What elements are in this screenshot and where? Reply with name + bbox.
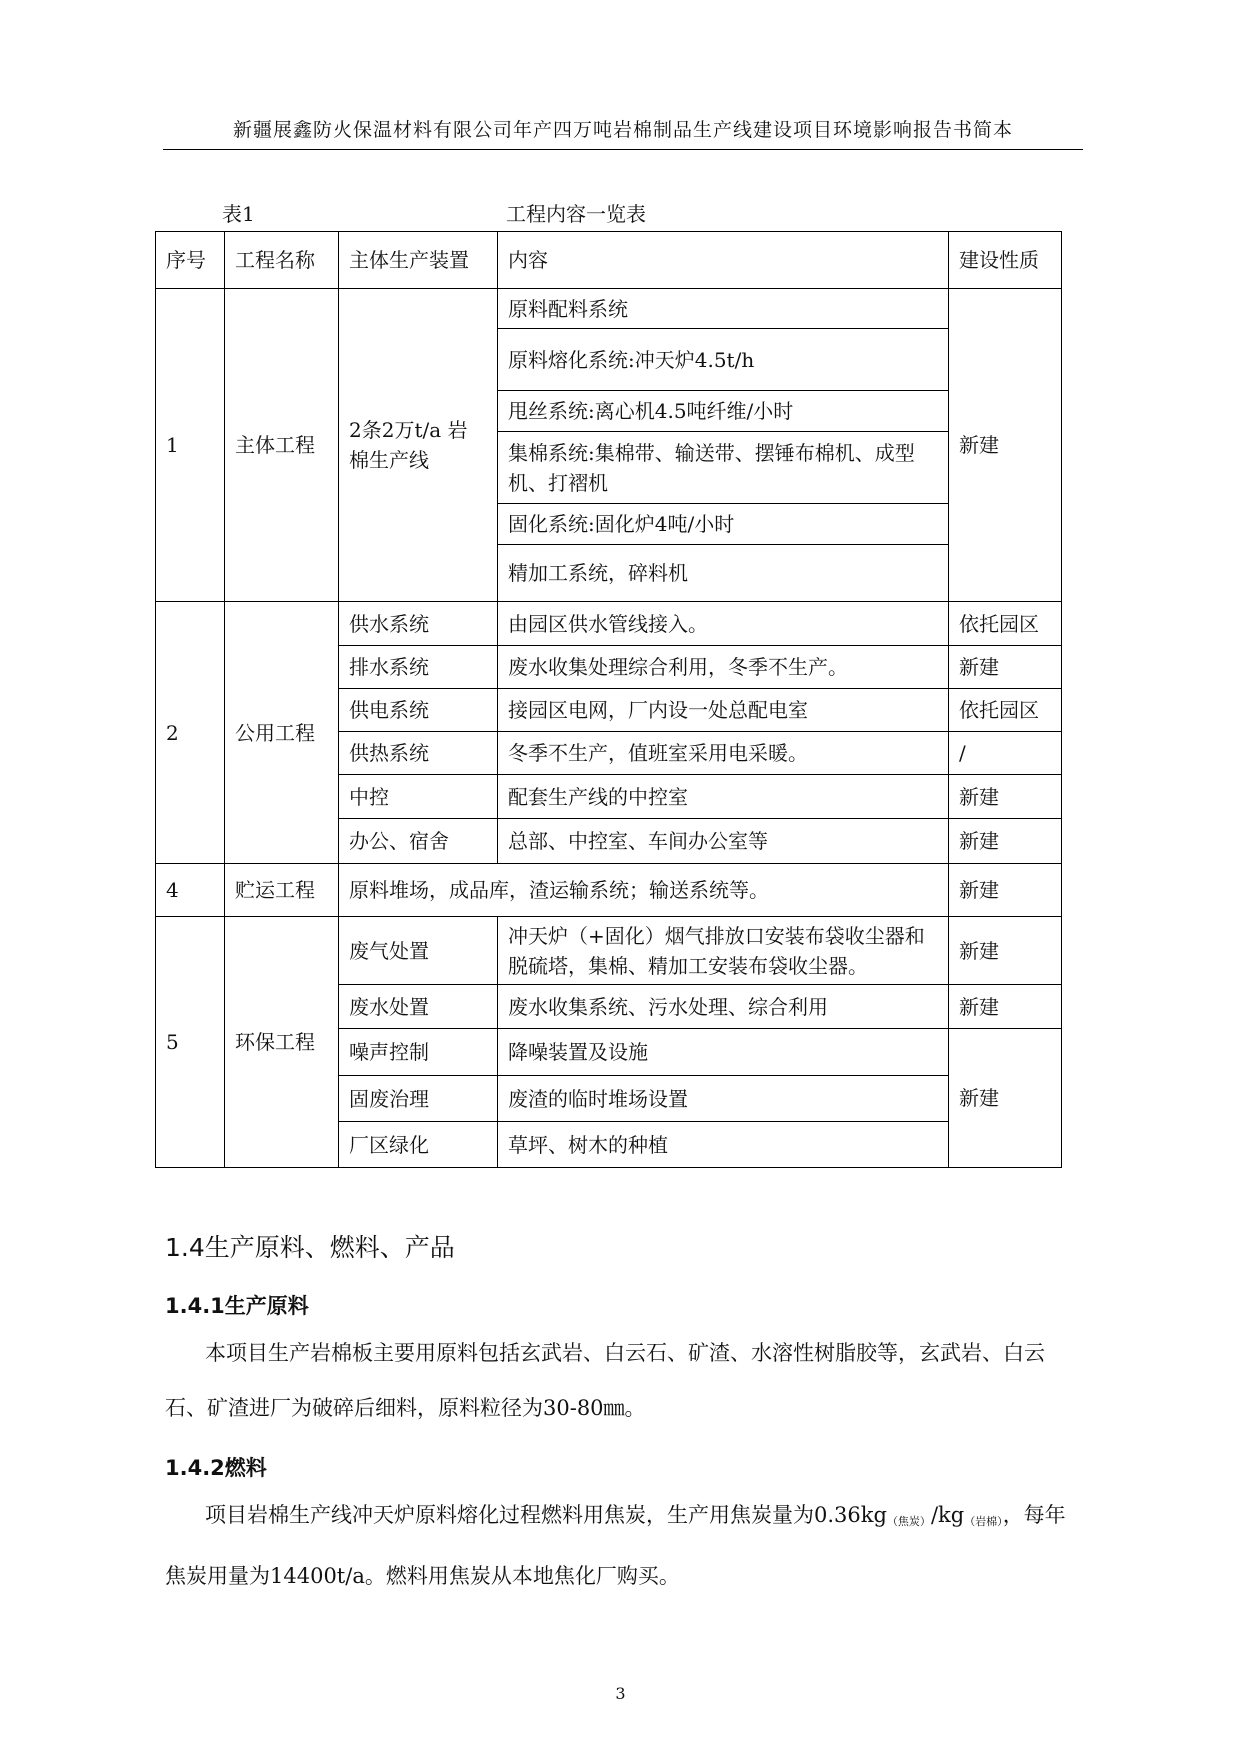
cell-device: 中控 (339, 775, 498, 819)
paragraph-raw-materials (165, 1326, 1080, 1436)
table-caption-number: 表1 (222, 202, 255, 226)
cell-device: 供热系统 (339, 732, 498, 775)
col-header-name: 工程名称 (225, 232, 339, 289)
paragraph-raw-materials-text: 本项目生产岩棉板主要用原料包括玄武岩、白云石、矿渣、水溶性树脂胶等，玄武岩、白云石、矿渣进厂为破碎后细料，原料粒径为30-80㎜。 (165, 1341, 1045, 1420)
col-header-no: 序号 (156, 232, 225, 289)
cell-nature: 新建 (949, 917, 1062, 985)
cell-content: 接园区电网，厂内设一处总配电室 (498, 689, 949, 732)
header-rule (163, 149, 1083, 150)
cell-content: 冬季不生产，值班室采用电采暖。 (498, 732, 949, 775)
cell-nature: / (949, 732, 1062, 775)
project-content-table (155, 231, 1062, 1168)
cell-nature: 新建 (949, 1029, 1062, 1168)
cell-device: 2条2万t/a 岩棉生产线 (339, 289, 498, 602)
cell-name: 主体工程 (225, 289, 339, 602)
cell-content: 冲天炉（+固化）烟气排放口安装布袋收尘器和脱硫塔，集棉、精加工安装布袋收尘器。 (498, 917, 949, 985)
cell-content: 原料配料系统 (498, 289, 949, 329)
section-heading-1-4-2: 1.4.2燃料 (165, 1456, 267, 1480)
cell-device: 废水处置 (339, 985, 498, 1029)
paragraph-fuel-text-b: /kg (930, 1503, 965, 1527)
cell-device: 供水系统 (339, 602, 498, 646)
table-row (156, 289, 1062, 329)
table-header-row (156, 232, 1062, 289)
table-row (156, 917, 1062, 985)
cell-content: 固化系统:固化炉4吨/小时 (498, 504, 949, 545)
cell-device: 办公、宿舍 (339, 819, 498, 864)
cell-nature: 新建 (949, 646, 1062, 689)
cell-no: 1 (156, 289, 225, 602)
cell-content: 草坪、树木的种植 (498, 1122, 949, 1168)
cell-nature: 新建 (949, 289, 1062, 602)
cell-no: 5 (156, 917, 225, 1168)
section-heading-1-4: 1.4生产原料、燃料、产品 (165, 1233, 455, 1262)
paragraph-fuel-text-a: 项目岩棉生产线冲天炉原料熔化过程燃料用焦炭，生产用焦炭量为0.36kg (205, 1503, 887, 1527)
table-caption-title: 工程内容一览表 (506, 202, 646, 226)
cell-device: 排水系统 (339, 646, 498, 689)
cell-content: 甩丝系统:离心机4.5吨纤维/小时 (498, 391, 949, 432)
cell-nature: 新建 (949, 864, 1062, 917)
cell-no: 2 (156, 602, 225, 864)
col-header-device: 主体生产装置 (339, 232, 498, 289)
cell-nature: 依托园区 (949, 689, 1062, 732)
page-number: 3 (615, 1684, 626, 1703)
cell-content: 总部、中控室、车间办公室等 (498, 819, 949, 864)
section-heading-1-4-1: 1.4.1生产原料 (165, 1294, 309, 1318)
cell-name: 公用工程 (225, 602, 339, 864)
cell-nature: 新建 (949, 775, 1062, 819)
cell-content: 原料熔化系统:冲天炉4.5t/h (498, 329, 949, 391)
cell-nature: 新建 (949, 985, 1062, 1029)
cell-device: 固废治理 (339, 1076, 498, 1122)
cell-nature: 新建 (949, 819, 1062, 864)
paragraph-fuel-subscript-rockwool: （岩棉） (964, 1515, 1003, 1528)
cell-content: 配套生产线的中控室 (498, 775, 949, 819)
paragraph-fuel-subscript-coke: （焦炭） (886, 1515, 931, 1528)
col-header-content: 内容 (498, 232, 949, 289)
paragraph-fuel (165, 1488, 1080, 1604)
cell-device: 供电系统 (339, 689, 498, 732)
cell-content: 降噪装置及设施 (498, 1029, 949, 1076)
cell-content: 原料堆场，成品库，渣运输系统；输送系统等。 (339, 864, 949, 917)
cell-nature: 依托园区 (949, 602, 1062, 646)
cell-content: 废水收集处理综合利用，冬季不生产。 (498, 646, 949, 689)
table-row (156, 602, 1062, 646)
table-row (156, 864, 1062, 917)
cell-content: 由园区供水管线接入。 (498, 602, 949, 646)
cell-content: 废渣的临时堆场设置 (498, 1076, 949, 1122)
cell-name: 贮运工程 (225, 864, 339, 917)
cell-device: 厂区绿化 (339, 1122, 498, 1168)
cell-content: 集棉系统:集棉带、输送带、摆锤布棉机、成型机、打褶机 (498, 432, 949, 504)
cell-no: 4 (156, 864, 225, 917)
cell-content: 精加工系统，碎料机 (498, 545, 949, 602)
cell-device: 废气处置 (339, 917, 498, 985)
col-header-nature: 建设性质 (949, 232, 1062, 289)
paragraph-fuel-text-c: ，每年焦炭用量为14400t/a。燃料用焦炭从本地焦化厂购买。 (165, 1503, 1066, 1588)
document-header: 新疆展鑫防火保温材料有限公司年产四万吨岩棉制品生产线建设项目环境影响报告书简本 (232, 119, 1013, 141)
cell-content: 废水收集系统、污水处理、综合利用 (498, 985, 949, 1029)
cell-name: 环保工程 (225, 917, 339, 1168)
cell-device: 噪声控制 (339, 1029, 498, 1076)
